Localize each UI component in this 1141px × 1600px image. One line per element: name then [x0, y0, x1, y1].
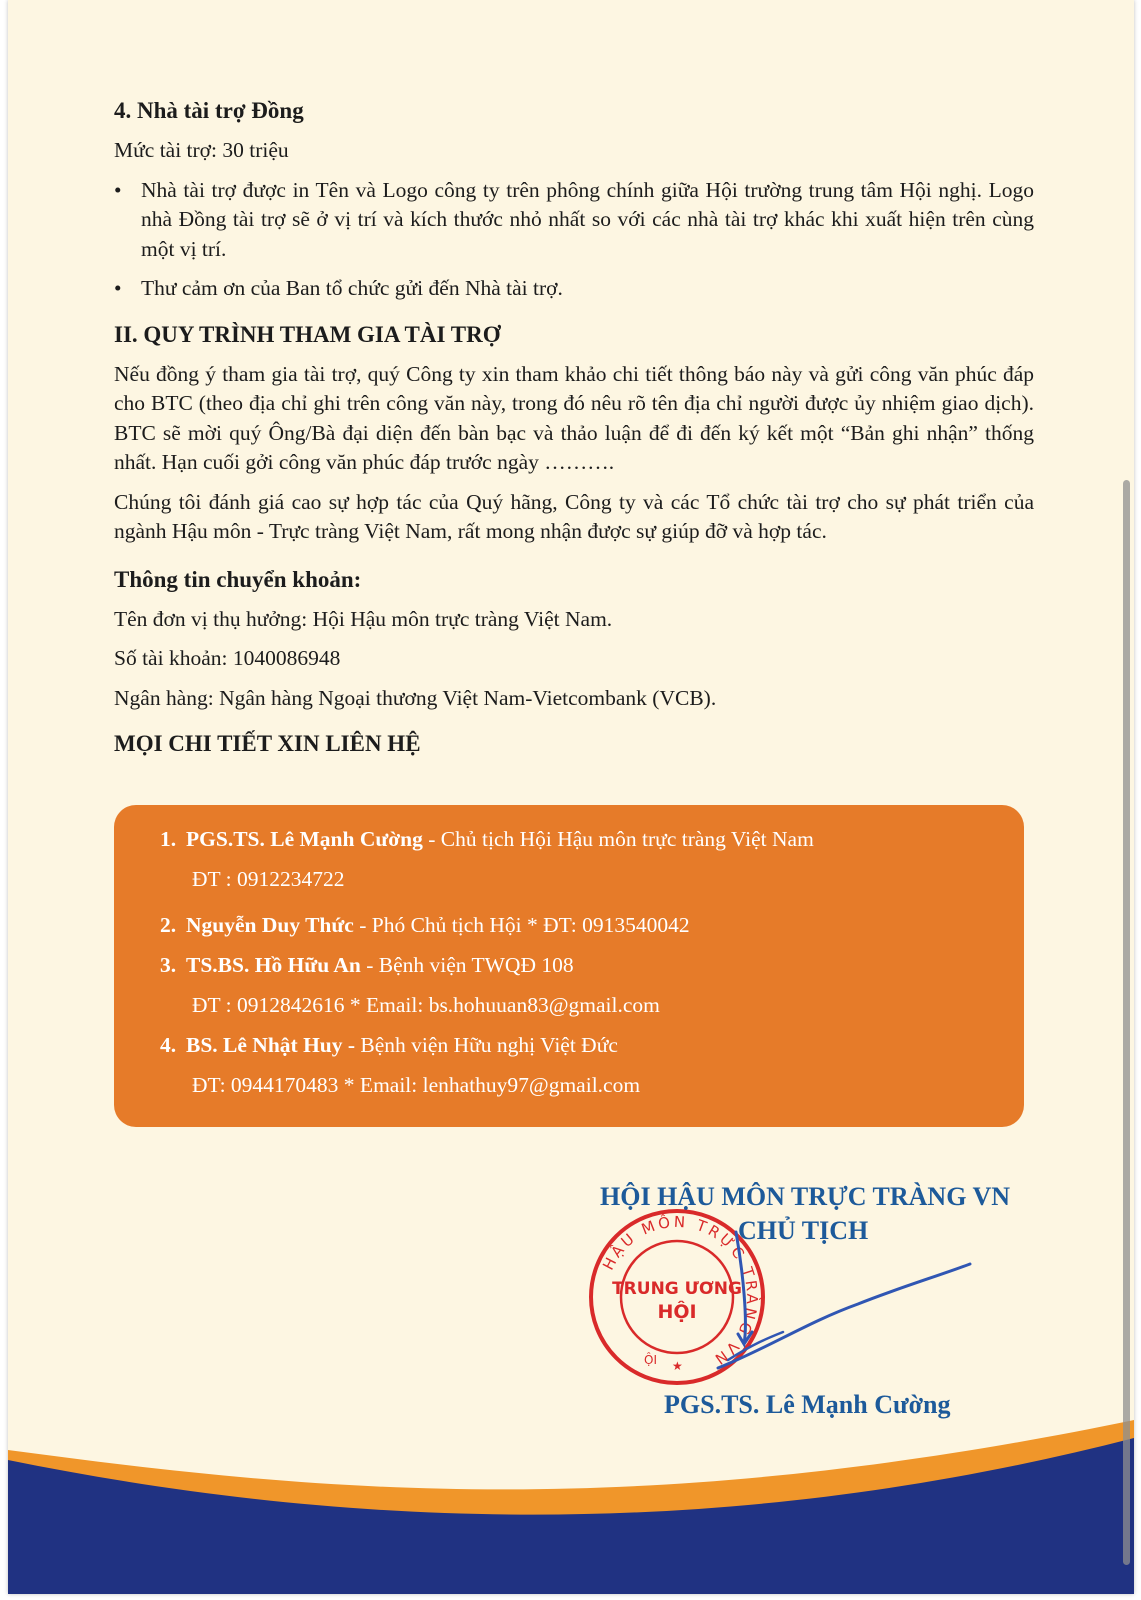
process-heading: II. QUY TRÌNH THAM GIA TÀI TRỢ — [114, 321, 501, 347]
contact-detail: ĐT : 0912842616 * Email: bs.hohuuan83@gmail.com — [192, 993, 660, 1017]
list-item — [160, 905, 1004, 945]
signature-org: HỘI HẬU MÔN TRỰC TRÀNG VN — [600, 1182, 1011, 1211]
process-paragraph: Nếu đồng ý tham gia tài trợ, quý Công ty xin tham khảo chi tiết thông báo này và gửi công văn phúc đáp cho BTC (theo địa chỉ ghi trên công văn này, trong đó nêu rõ tên địa chỉ người được ủy nhiệm giao dịch). BTC sẽ mời quý Ông/Bà đại diện đến bàn bạc và thảo luận để đi đến ký kết một “Bản ghi nhận” thống nhất. Hạn cuối gởi công văn phúc đáp trước ngày ………. — [114, 361, 1034, 474]
signature-block — [568, 1172, 1028, 1432]
contact-number: 2. — [160, 913, 177, 937]
list-item-text: Thư cảm ơn của Ban tổ chức gửi đến Nhà tài trợ. — [141, 276, 563, 300]
list-item — [160, 945, 1004, 1025]
list-item — [160, 819, 1004, 899]
bullet-icon: • — [114, 177, 122, 202]
stamp-center-line2: HỘI — [657, 1301, 697, 1323]
contact-role: Bệnh viện Hữu nghị Việt Đức — [360, 1033, 618, 1057]
bullet-icon: • — [114, 276, 122, 300]
contact-name: TS.BS. Hồ Hữu An — [186, 953, 361, 977]
scrollbar-thumb[interactable] — [1123, 480, 1130, 1565]
list-item-text: Nhà tài trợ được in Tên và Logo công ty trên phông chính giữa Hội trường trung tâm Hội nghị. Logo nhà Đồng tài trợ sẽ ở vị trí và kích thước nhỏ nhất so với các nhà tài trợ khác khi xuất hiện trên cùng một vị trí. — [141, 177, 1034, 261]
thanks-paragraph: Chúng tôi đánh giá cao sự hợp tác của Quý hãng, Công ty và các Tổ chức tài trợ cho sự phát triển của ngành Hậu môn - Trực tràng Việt Nam, rất mong nhận được sự giúp đỡ và hợp tác. — [114, 489, 1034, 543]
contact-role: - Phó Chủ tịch Hội * ĐT: 0913540042 — [353, 913, 690, 937]
contact-detail: ĐT : 0912234722 — [192, 867, 345, 891]
signature-title: CHỦ TỊCH — [738, 1216, 869, 1245]
footer-wave-decoration — [8, 1420, 1134, 1594]
contact-heading: MỌI CHI TIẾT XIN LIÊN HỆ — [114, 731, 421, 756]
contact-list — [160, 819, 1004, 1105]
bank-name: Ngân hàng: Ngân hàng Ngoại thương Việt Nam-Vietcombank (VCB). — [114, 685, 717, 710]
contact-number: 3. — [160, 953, 177, 977]
contact-role: - Chủ tịch Hội Hậu môn trực tràng Việt Nam — [422, 827, 814, 851]
list-item — [114, 176, 1034, 265]
contact-number: 4. — [160, 1033, 177, 1057]
account-number: Số tài khoản: 1040086948 — [114, 646, 341, 670]
contact-name: BS. Lê Nhật Huy - — [186, 1033, 361, 1057]
contact-detail: ĐT: 0944170483 * Email: lenhathuy97@gmail.com — [192, 1073, 641, 1097]
contact-name: PGS.TS. Lê Mạnh Cường — [186, 827, 423, 851]
benefits-list — [114, 176, 1034, 304]
signer-name: PGS.TS. Lê Mạnh Cường — [664, 1390, 951, 1419]
stamp-ring-text: HẬU MÔN TRỰC TRÀNG VN — [599, 1212, 762, 1370]
stamp-center-line1: TRUNG ƯƠNG — [612, 1279, 742, 1299]
stamp-star-icon: ★ — [672, 1359, 683, 1373]
list-item — [114, 274, 1034, 304]
beneficiary-text: Tên đơn vị thụ hưởng: Hội Hậu môn trực tràng Việt Nam. — [114, 606, 613, 631]
contact-box — [114, 805, 1024, 1127]
contact-role: - Bệnh viện TWQĐ 108 — [360, 953, 574, 977]
stamp-bottom-text: ỘI — [644, 1353, 657, 1367]
contact-number: 1. — [160, 827, 177, 851]
sponsor-amount: Mức tài trợ: 30 triệu — [114, 138, 289, 162]
contact-name: Nguyễn Duy Thức — [186, 913, 354, 937]
section4-heading: 4. Nhà tài trợ Đồng — [114, 98, 304, 123]
transfer-heading: Thông tin chuyển khoản: — [114, 566, 362, 592]
document-page — [8, 0, 1134, 1594]
list-item — [160, 1025, 1004, 1105]
document-body — [114, 96, 1034, 759]
